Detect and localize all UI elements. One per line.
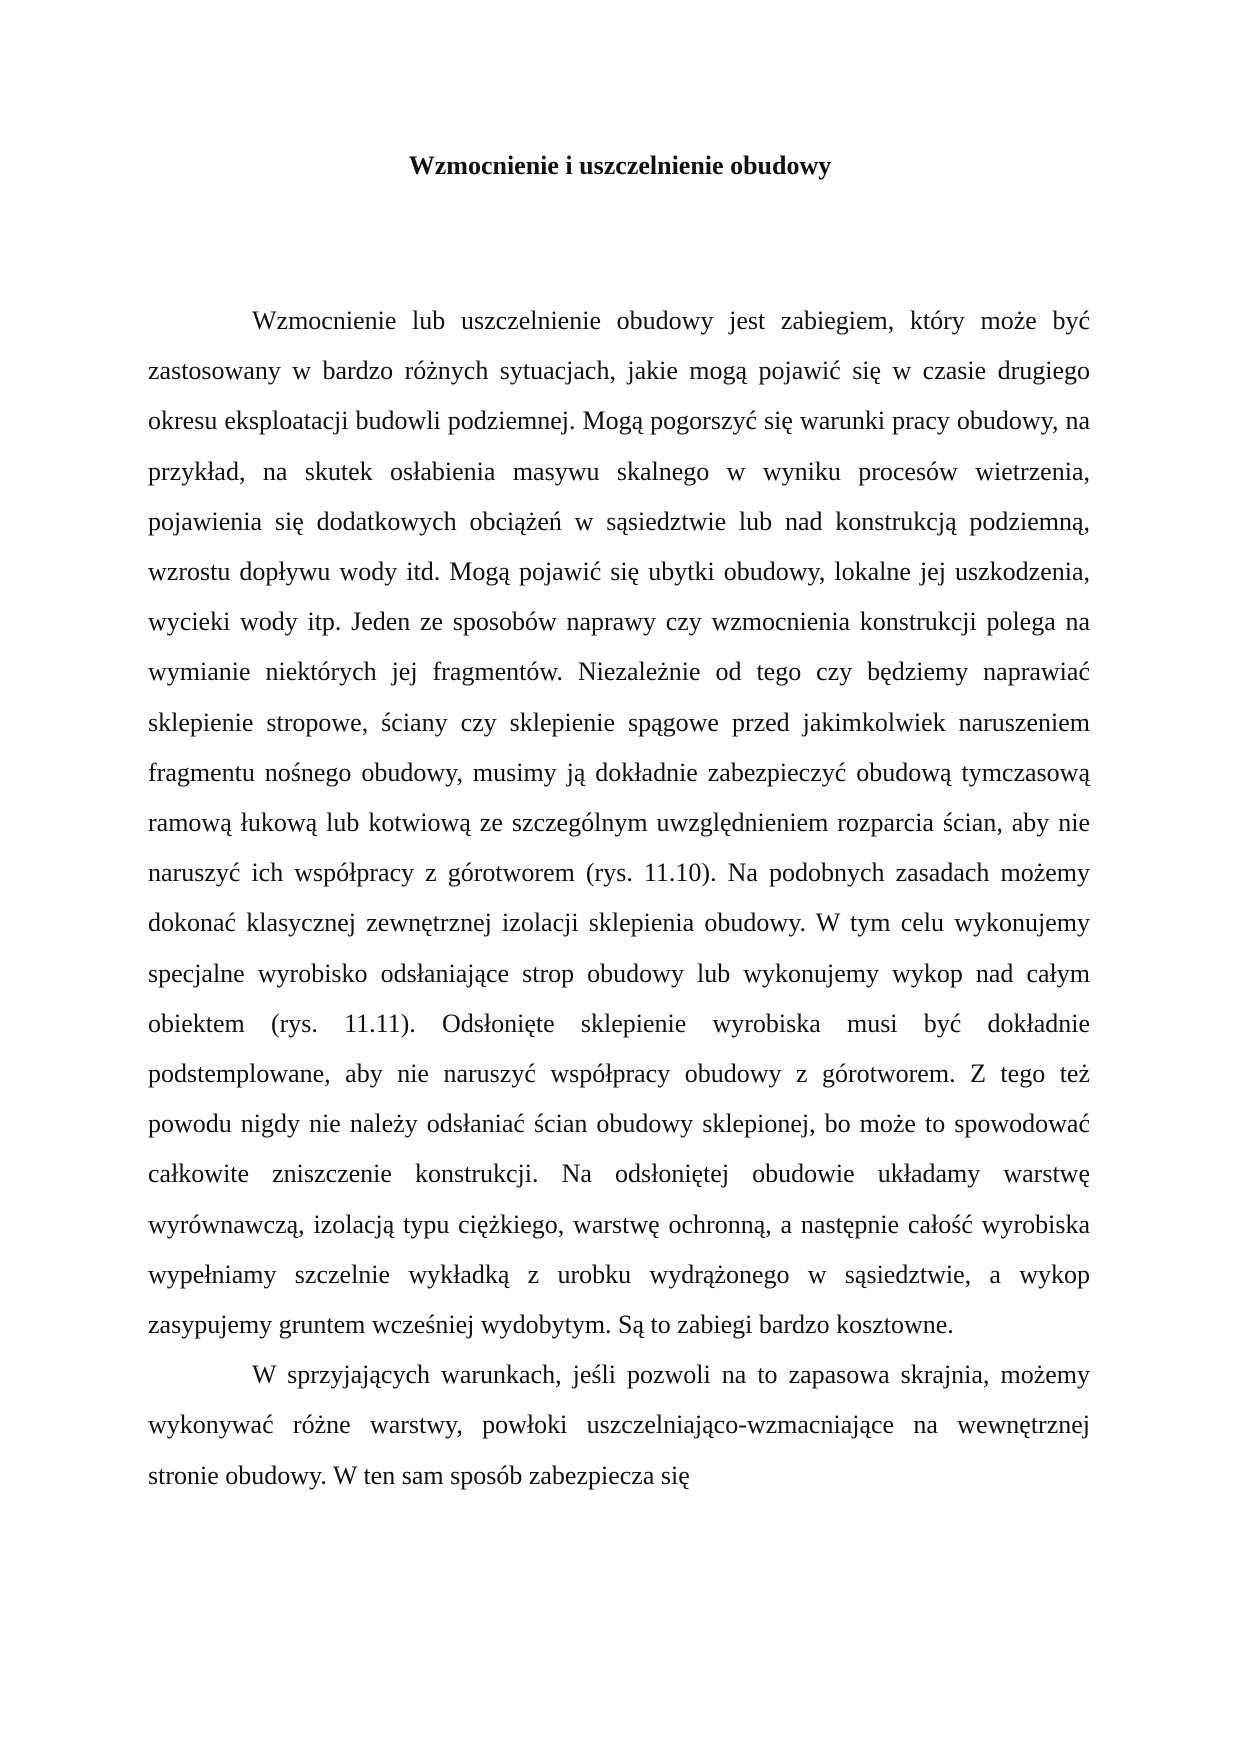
paragraph-1: Wzmocnienie lub uszczelnienie obudowy jest zabiegiem, który może być zastosowany w bardzo różnych sytuacjach, jakie mogą pojawić się w czasie drugiego okresu eksploatacji budowli podziemnej. Mogą pogorszyć się warunki pracy obudowy, na przykład, na skutek osłabienia masywu skalnego w wyniku procesów wietrzenia, pojawienia się dodatkowych obciążeń w sąsiedztwie lub nad konstrukcją podziemną, wzrostu dopływu wody itd. Mogą pojawić się ubytki obudowy, lokalne jej uszkodzenia, wycieki wody itp. Jeden ze sposobów naprawy czy wzmocnienia konstrukcji polega na wymianie niektórych jej fragmentów. Niezależnie od tego czy będziemy naprawiać sklepienie stropowe, ściany czy sklepienie spągowe przed jakimkolwiek naruszeniem fragmentu nośnego obudowy, musimy ją dokładnie zabezpieczyć obudową tymczasową ramową łukową lub kotwiową ze szczególnym uwzględnieniem rozparcia ścian, aby nie naruszyć ich współpracy z górotworem (rys. 11.10). Na podobnych zasadach możemy dokonać klasycznej zewnętrznej izolacji sklepienia obudowy. W tym celu wykonujemy specjalne wyrobisko odsłaniające strop obudowy lub wykonujemy wykop nad całym obiektem (rys. 11.11). Odsłonięte sklepienie wyrobiska musi być dokładnie podstemplowane, aby nie naruszyć współpracy obudowy z górotworem. Z tego też powodu nigdy nie należy odsłaniać ścian obudowy sklepionej, bo może to spowodować całkowite zniszczenie konstrukcji. Na odsłoniętej obudowie układamy warstwę wyrównawczą, izolacją typu ciężkiego, warstwę ochronną, a następnie całość wyrobiska wypełniamy szczelnie wykładką z urobku wydrążonego w sąsiedztwie, a wykop zasypujemy gruntem wcześniej wydobytym. Są to zabiegi bardzo kosztowne. [148,306,1090,1340]
paragraph-2: W sprzyjających warunkach, jeśli pozwoli na to zapasowa skrajnia, możemy wykonywać różne warstwy, powłoki uszczelniająco-wzmacniające na wewnętrznej stronie obudowy. W ten sam sposób zabezpiecza się [148,1360,1090,1490]
document-body [148,296,1090,1501]
document-title: Wzmocnienie i uszczelnienie obudowy [408,151,832,180]
